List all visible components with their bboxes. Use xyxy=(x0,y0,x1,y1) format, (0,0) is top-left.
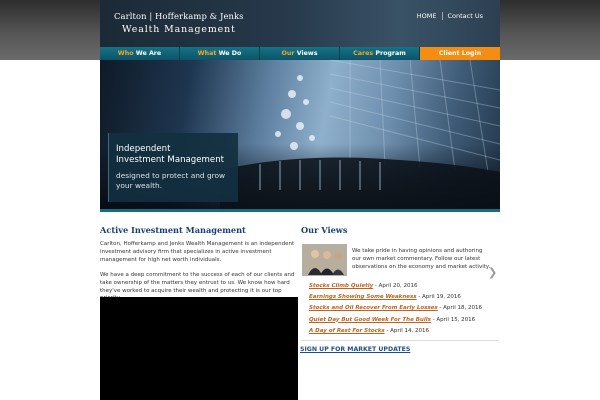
article-link[interactable]: Stocks Climb Quietly xyxy=(309,283,374,289)
active-para-1: Carlton, Hofferkamp and Jenks Wealth Management is an independent investment advisory firm that specializes in active investment management for high net worth individuals. xyxy=(100,241,295,263)
article-date: - April 19, 2016 xyxy=(416,294,461,301)
hero-title xyxy=(116,144,224,166)
hero-subtitle-line: designed to protect and grow xyxy=(116,171,226,180)
article-link[interactable]: A Day of Rest For Stocks xyxy=(309,327,385,334)
article-link[interactable]: Earnings Showing Some Weakness xyxy=(309,294,417,301)
views-divider xyxy=(301,340,499,341)
nav-what-we-do[interactable] xyxy=(180,47,260,60)
hero-title-line: Investment Management xyxy=(116,155,225,165)
logo-firm-name[interactable]: Carlton | Hofferkamp & Jenks xyxy=(114,11,244,21)
article-date: - April 20, 2016 xyxy=(373,283,418,289)
home-link[interactable]: HOME xyxy=(416,12,437,20)
list-item xyxy=(309,303,499,314)
views-heading: Our Views xyxy=(301,225,348,235)
nav-label: We Do xyxy=(216,50,242,57)
active-heading: Active Investment Management xyxy=(100,225,246,235)
contact-link[interactable]: Contact Us xyxy=(447,12,483,20)
hero-title-line: Independent xyxy=(116,144,171,154)
hero-caption-box xyxy=(108,133,238,202)
views-list xyxy=(309,281,499,337)
hero-subtitle-line: your wealth. xyxy=(116,180,163,190)
logo-tagline[interactable]: Wealth Management xyxy=(122,24,236,35)
article-link[interactable]: Stocks and Oil Recover From Early Losses xyxy=(309,305,438,312)
article-date: - April 18, 2016 xyxy=(437,305,482,312)
signup-link[interactable]: SIGN UP FOR MARKET UPDATES xyxy=(300,346,411,353)
nav-our-views[interactable] xyxy=(260,47,340,60)
nav-label: We Are xyxy=(133,50,162,57)
page-container xyxy=(100,0,500,400)
hero-accent-bar xyxy=(100,209,500,212)
utility-nav xyxy=(412,12,488,20)
site-header xyxy=(100,0,500,47)
video-player[interactable] xyxy=(100,297,298,400)
chevron-right-icon[interactable]: ❯ xyxy=(488,266,498,279)
nav-cares-program[interactable] xyxy=(340,47,420,60)
views-intro: We take pride in having opinions and authoring our own market commentary. Follow our latest observations on the economy and market activity. xyxy=(352,248,491,270)
nav-label: Program xyxy=(373,50,406,57)
article-date: - April 15, 2016 xyxy=(430,316,476,323)
active-para-2: We have a deep commitment to the success of each of our clients and take ownership of the matters they entrust to us. We know how hard they've worked to acquire their wealth and protecting it is our top xyxy=(100,272,295,294)
nav-label: Client Login xyxy=(438,50,482,57)
nav-label: Views xyxy=(294,50,318,57)
team-photo-image xyxy=(303,245,347,276)
nav-client-login[interactable] xyxy=(420,47,500,60)
hero-banner xyxy=(100,60,500,212)
hero-subtitle xyxy=(116,171,225,190)
list-item xyxy=(309,315,499,326)
nav-who-we-are[interactable] xyxy=(100,47,180,60)
nav-highlight: Who xyxy=(117,50,134,57)
list-item xyxy=(309,281,499,292)
list-item xyxy=(309,292,499,303)
article-date: - April 14, 2016 xyxy=(384,327,429,334)
nav-highlight: Our xyxy=(281,50,295,57)
main-nav xyxy=(100,47,500,60)
list-item xyxy=(309,326,499,337)
team-photo xyxy=(302,244,347,276)
nav-highlight: What xyxy=(197,50,217,57)
article-link[interactable]: Quiet Day But Good Week For The Bulls xyxy=(309,316,431,323)
nav-highlight: Cares xyxy=(353,50,374,57)
